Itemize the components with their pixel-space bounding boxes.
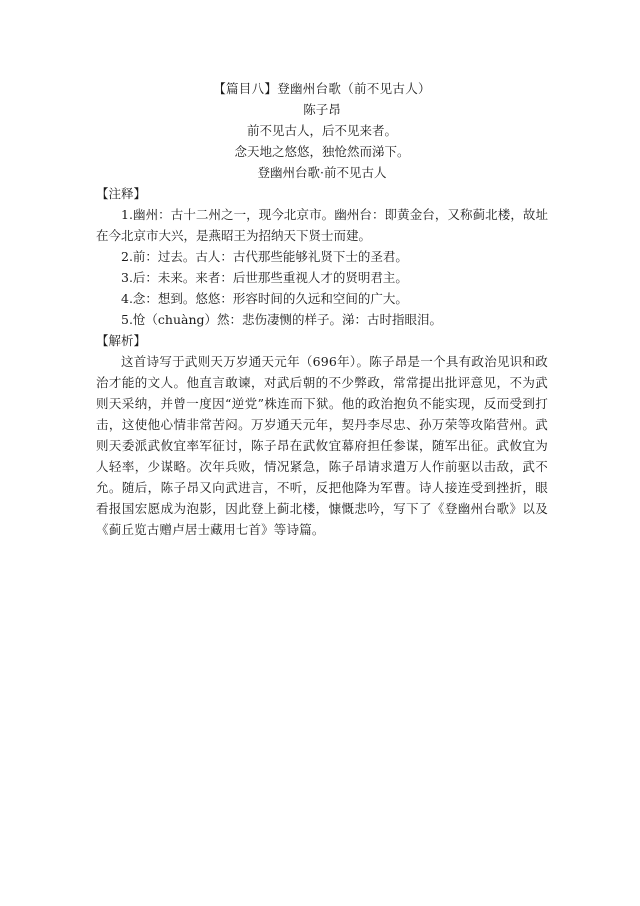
poem-line-1: 前不见古人，后不见来者。 — [246, 123, 397, 138]
document-page — [96, 78, 548, 540]
note-item-1: 1.幽州：古十二州之一，现今北京市。幽州台：即黄金台，又称蓟北楼，故址在今北京市大兴，是燕昭王为招纳天下贤士而建。 — [96, 207, 548, 243]
poem-author: 陈子昂 — [303, 102, 341, 117]
note-item-3: 3.后：未来。来者：后世那些重视人才的贤明君主。 — [121, 270, 408, 285]
poem-subtitle: 登幽州台歌·前不见古人 — [257, 165, 387, 180]
analysis-heading: 【解析】 — [96, 333, 147, 348]
notes-heading: 【注释】 — [96, 186, 147, 201]
poem-line-2: 念天地之悠悠，独怆然而涕下。 — [234, 144, 410, 159]
note-item-2: 2.前：过去。古人：古代那些能够礼贤下士的圣君。 — [121, 249, 408, 264]
analysis-paragraph: 这首诗写于武则天万岁通天元年（696年）。陈子昂是一个具有政治见识和政治才能的文人。他直言敢谏，对武后朝的不少弊政，常常提出批评意见，不为武则天采纳，并曾一度因“逆党”株连而下狱。他的政治抱负不能实现，反而受到打击，这使他心情非常苦闷。万岁通天元年，契丹李尽忠、孙万荣等攻陷营州。武则天委派武攸宜率军征讨，陈子昂在武攸宜幕府担任参谋，随军出征。武攸宜为人轻率，少谋略。次年兵败，情况紧急，陈子昂请求遣万人作前驱以击敌，武不允。随后，陈子昂又向武进言，不听，反把他降为军曹。诗人接连受到挫折，眼看报国宏愿成为泡影，因此登上蓟北楼，慷慨悲吟，写下了《登幽州台歌》以及《蓟丘览古赠卢居士藏用七首》等诗篇。 — [96, 354, 548, 537]
note-item-5: 5.怆（chuàng）然：悲伤凄恻的样子。涕：古时指眼泪。 — [121, 312, 443, 327]
poem-title: 【篇目八】登幽州台歌（前不见古人） — [213, 81, 431, 96]
note-item-4: 4.念：想到。悠悠：形容时间的久远和空间的广大。 — [121, 291, 408, 306]
